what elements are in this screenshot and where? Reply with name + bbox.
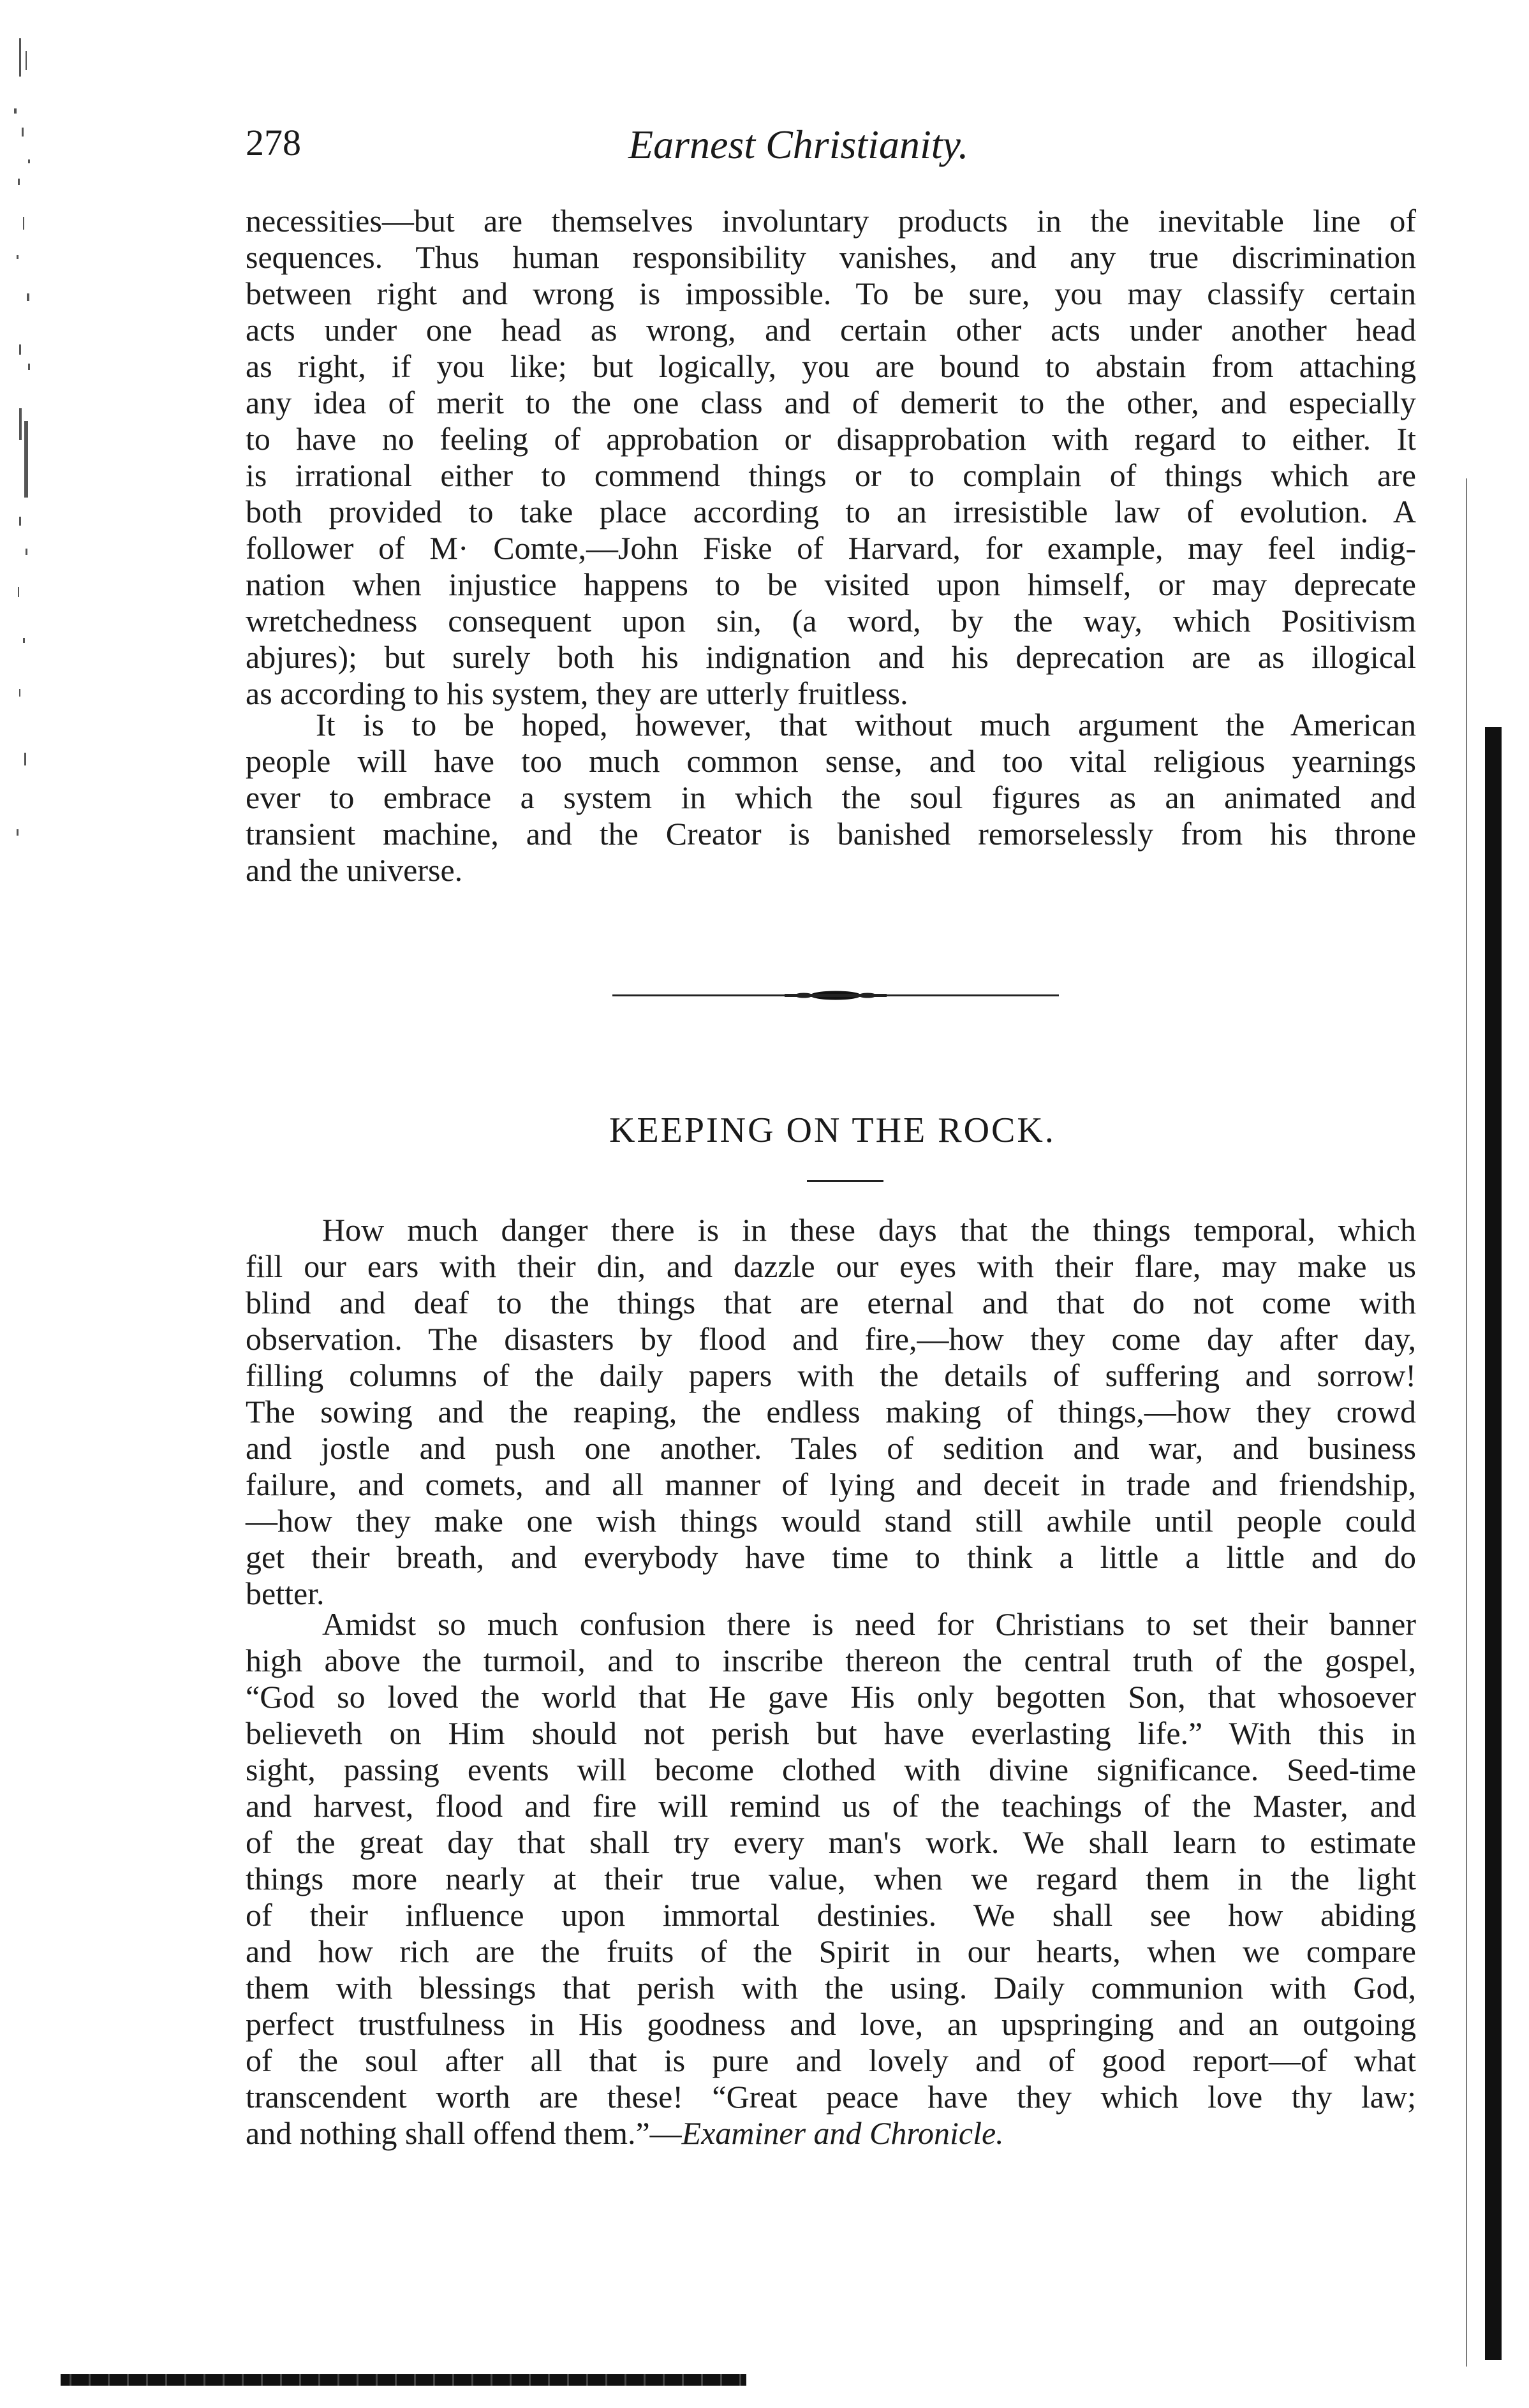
text-line: fill our ears with their din, and dazzle our eyes with their flare, may make us [246, 1248, 1416, 1284]
text-line: and the universe. [246, 852, 463, 888]
text-line: is irrational either to commend things or to complain of things which are [246, 457, 1416, 493]
text-line: as right, if you like; but logically, you are bound to abstain from attaching [246, 348, 1416, 384]
text-line: sight, passing events will become clothed with divine significance. Seed-time [246, 1752, 1416, 1787]
text-line: “God so loved the world that He gave His only begotten Son, that whosoever [246, 1679, 1416, 1715]
text-line: wretchedness consequent upon sin, (a word, by the way, which Positivism [246, 603, 1416, 639]
text-line: get their breath, and everybody have time to think a little a little and do [246, 1539, 1416, 1575]
source-attribution: Examiner and Chronicle. [681, 2115, 1004, 2151]
text-line: transient machine, and the Creator is banished remorselessly from his throne [246, 816, 1416, 852]
text-line: to have no feeling of approbation or disapprobation with regard to either. It [246, 421, 1416, 457]
article-continuation-paragraph [246, 203, 1416, 712]
article-title: KEEPING ON THE ROCK. [609, 1111, 1056, 1150]
text-line: failure, and comets, and all manner of lying and deceit in trade and friendship, [246, 1466, 1416, 1502]
text-line: things more nearly at their true value, when we regard them in the light [246, 1861, 1416, 1896]
text-line: How much danger there is in these days that the things temporal, which [322, 1212, 1416, 1248]
text-line: It is to be hoped, however, that without much argument the American [316, 707, 1416, 742]
text-line: and harvest, flood and fire will remind us of the teachings of the Master, and [246, 1788, 1416, 1824]
bottom-edge-bar [61, 2374, 746, 2386]
keeping-paragraph-2 [246, 1606, 1416, 2152]
text-line: filling columns of the daily papers with the details of suffering and sorrow! [246, 1357, 1416, 1393]
keeping-paragraph-1 [246, 1212, 1416, 1612]
page-number: 278 [246, 122, 301, 163]
page-edge-line [1466, 478, 1467, 2367]
text-line: perfect trustfulness in His goodness and love, an upspringing and an outgoing [246, 2006, 1416, 2042]
text-line: as according to his system, they are utterly fruitless. [246, 676, 908, 711]
text-line: better. [246, 1576, 325, 1611]
text-line: people will have too much common sense, and too vital religious yearnings [246, 743, 1416, 779]
text-line: of the great day that shall try every man's work. We shall learn to estimate [246, 1824, 1416, 1860]
text-line: Amidst so much confusion there is need for Christians to set their banner [322, 1606, 1416, 1642]
text-line: ever to embrace a system in which the soul figures as an animated and [246, 779, 1416, 815]
text-line: and jostle and push one another. Tales of sedition and war, and business [246, 1430, 1416, 1466]
text-line: transcendent worth are these! “Great peace have they which love thy law; [246, 2079, 1416, 2115]
title-rule [807, 1180, 883, 1182]
text-line: observation. The disasters by flood and fire,—how they come day after day, [246, 1321, 1416, 1357]
text-line: between right and wrong is impossible. To be sure, you may classify certain [246, 276, 1416, 311]
text-line: blind and deaf to the things that are eternal and that do not come with [246, 1285, 1416, 1320]
text-line: nation when injustice happens to be visited upon himself, or may deprecate [246, 566, 1416, 602]
text-line: follower of M· Comte,—John Fiske of Harvard, for example, may feel indig- [246, 530, 1416, 566]
closing-text: and nothing shall offend them.”— [246, 2115, 682, 2151]
article-closing-paragraph [246, 707, 1416, 889]
text-line: believeth on Him should not perish but have everlasting life.” With this in [246, 1715, 1416, 1751]
text-line: sequences. Thus human responsibility vanishes, and any true discrimination [246, 239, 1416, 275]
page-edge-shadow [1485, 727, 1502, 2360]
text-line: them with blessings that perish with the using. Daily communion with God, [246, 1970, 1416, 2005]
closing-line [246, 2115, 1416, 2152]
text-line: abjures); but surely both his indignation and his deprecation are as illogical [246, 639, 1416, 675]
text-line: of the soul after all that is pure and lovely and of good report—of what [246, 2042, 1416, 2078]
text-line: acts under one head as wrong, and certain other acts under another head [246, 312, 1416, 348]
text-line: and how rich are the fruits of the Spirit in our hearts, when we compare [246, 1933, 1416, 1969]
scan-margin-marks [0, 26, 45, 868]
text-line: —how they make one wish things would stand still awhile until people could [246, 1503, 1416, 1539]
text-line: any idea of merit to the one class and of demerit to the other, and especially [246, 385, 1416, 420]
section-divider-ornament [612, 987, 1059, 1003]
text-line: necessities—but are themselves involuntary products in the inevitable line of [246, 203, 1416, 239]
text-line: both provided to take place according to an irresistible law of evolution. A [246, 494, 1416, 529]
page-header [246, 121, 1426, 172]
text-line: of their influence upon immortal destinies. We shall see how abiding [246, 1897, 1416, 1933]
text-line: high above the turmoil, and to inscribe thereon the central truth of the gospel, [246, 1643, 1416, 1678]
running-head: Earnest Christianity. [628, 122, 969, 167]
text-line: The sowing and the reaping, the endless making of things,—how they crowd [246, 1394, 1416, 1429]
